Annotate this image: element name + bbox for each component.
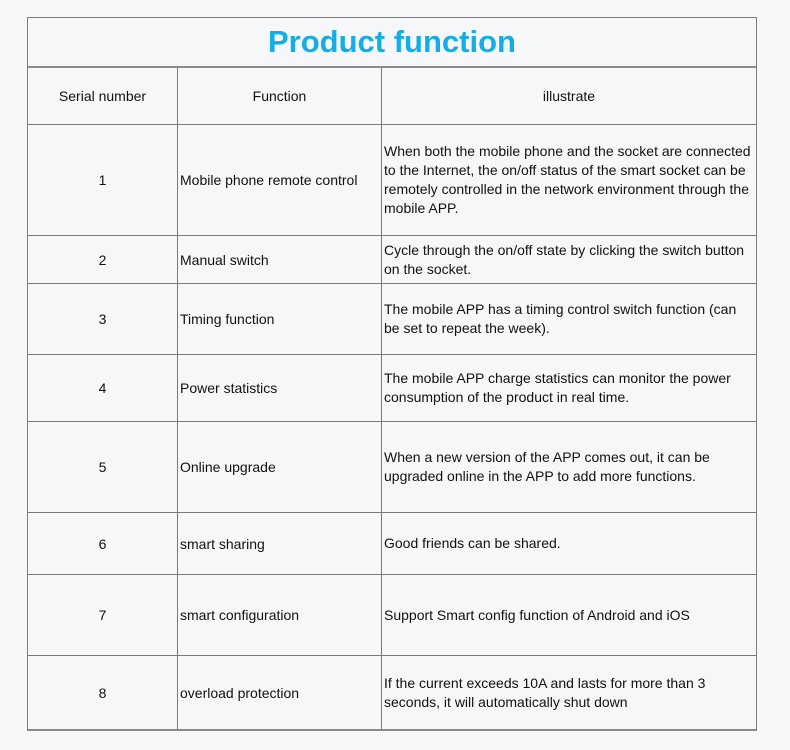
serial-cell: 7 xyxy=(28,575,178,655)
serial-cell: 4 xyxy=(28,355,178,421)
function-cell: Timing function xyxy=(178,284,382,354)
table-title-row xyxy=(28,18,756,68)
serial-cell: 6 xyxy=(28,513,178,574)
serial-cell: 2 xyxy=(28,236,178,283)
serial-cell: 5 xyxy=(28,422,178,512)
function-cell: Mobile phone remote control xyxy=(178,125,382,235)
illustrate-cell: Cycle through the on/off state by clicking the switch button on the socket. xyxy=(384,241,745,277)
illustrate-cell: The mobile APP has a timing control switch function (can be set to repeat the week). xyxy=(384,301,737,336)
table-row xyxy=(28,656,756,729)
table-row xyxy=(28,575,756,656)
function-cell: Power statistics xyxy=(178,355,382,421)
header-function: Function xyxy=(178,68,382,124)
table-header-row xyxy=(28,68,756,125)
illustrate-cell: The mobile APP charge statistics can monitor the power consumption of the product in real time. xyxy=(384,370,731,405)
illustrate-cell: If the current exceeds 10A and lasts for more than 3 seconds, it will automatically shut down xyxy=(384,674,706,710)
illustrate-cell: Support Smart config function of Android and iOS xyxy=(384,606,690,623)
table-row xyxy=(28,422,756,513)
serial-cell: 1 xyxy=(28,125,178,235)
function-cell: Online upgrade xyxy=(178,422,382,512)
illustrate-cell: When a new version of the APP comes out, it can be upgraded online in the APP to add more functions. xyxy=(384,449,710,484)
serial-cell: 8 xyxy=(28,656,178,729)
function-cell: Manual switch xyxy=(178,236,382,283)
illustrate-cell: Good friends can be shared. xyxy=(384,535,561,551)
product-function-table xyxy=(27,17,757,731)
illustrate-cell: When both the mobile phone and the socket are connected to the Internet, the on/off status of the smart socket can be remotely controlled in the network environment through the mobile APP. xyxy=(384,143,751,216)
table-row xyxy=(28,125,756,236)
function-cell: smart sharing xyxy=(178,513,382,574)
table-row xyxy=(28,355,756,422)
page-title: Product function xyxy=(268,24,516,59)
table-row xyxy=(28,513,756,575)
table-row xyxy=(28,284,756,355)
serial-cell: 3 xyxy=(28,284,178,354)
function-cell: overload protection xyxy=(178,656,382,729)
header-illustrate: illustrate xyxy=(542,87,596,104)
function-cell: smart configuration xyxy=(178,575,382,655)
header-serial-number: Serial number xyxy=(28,68,178,124)
table-row xyxy=(28,236,756,284)
